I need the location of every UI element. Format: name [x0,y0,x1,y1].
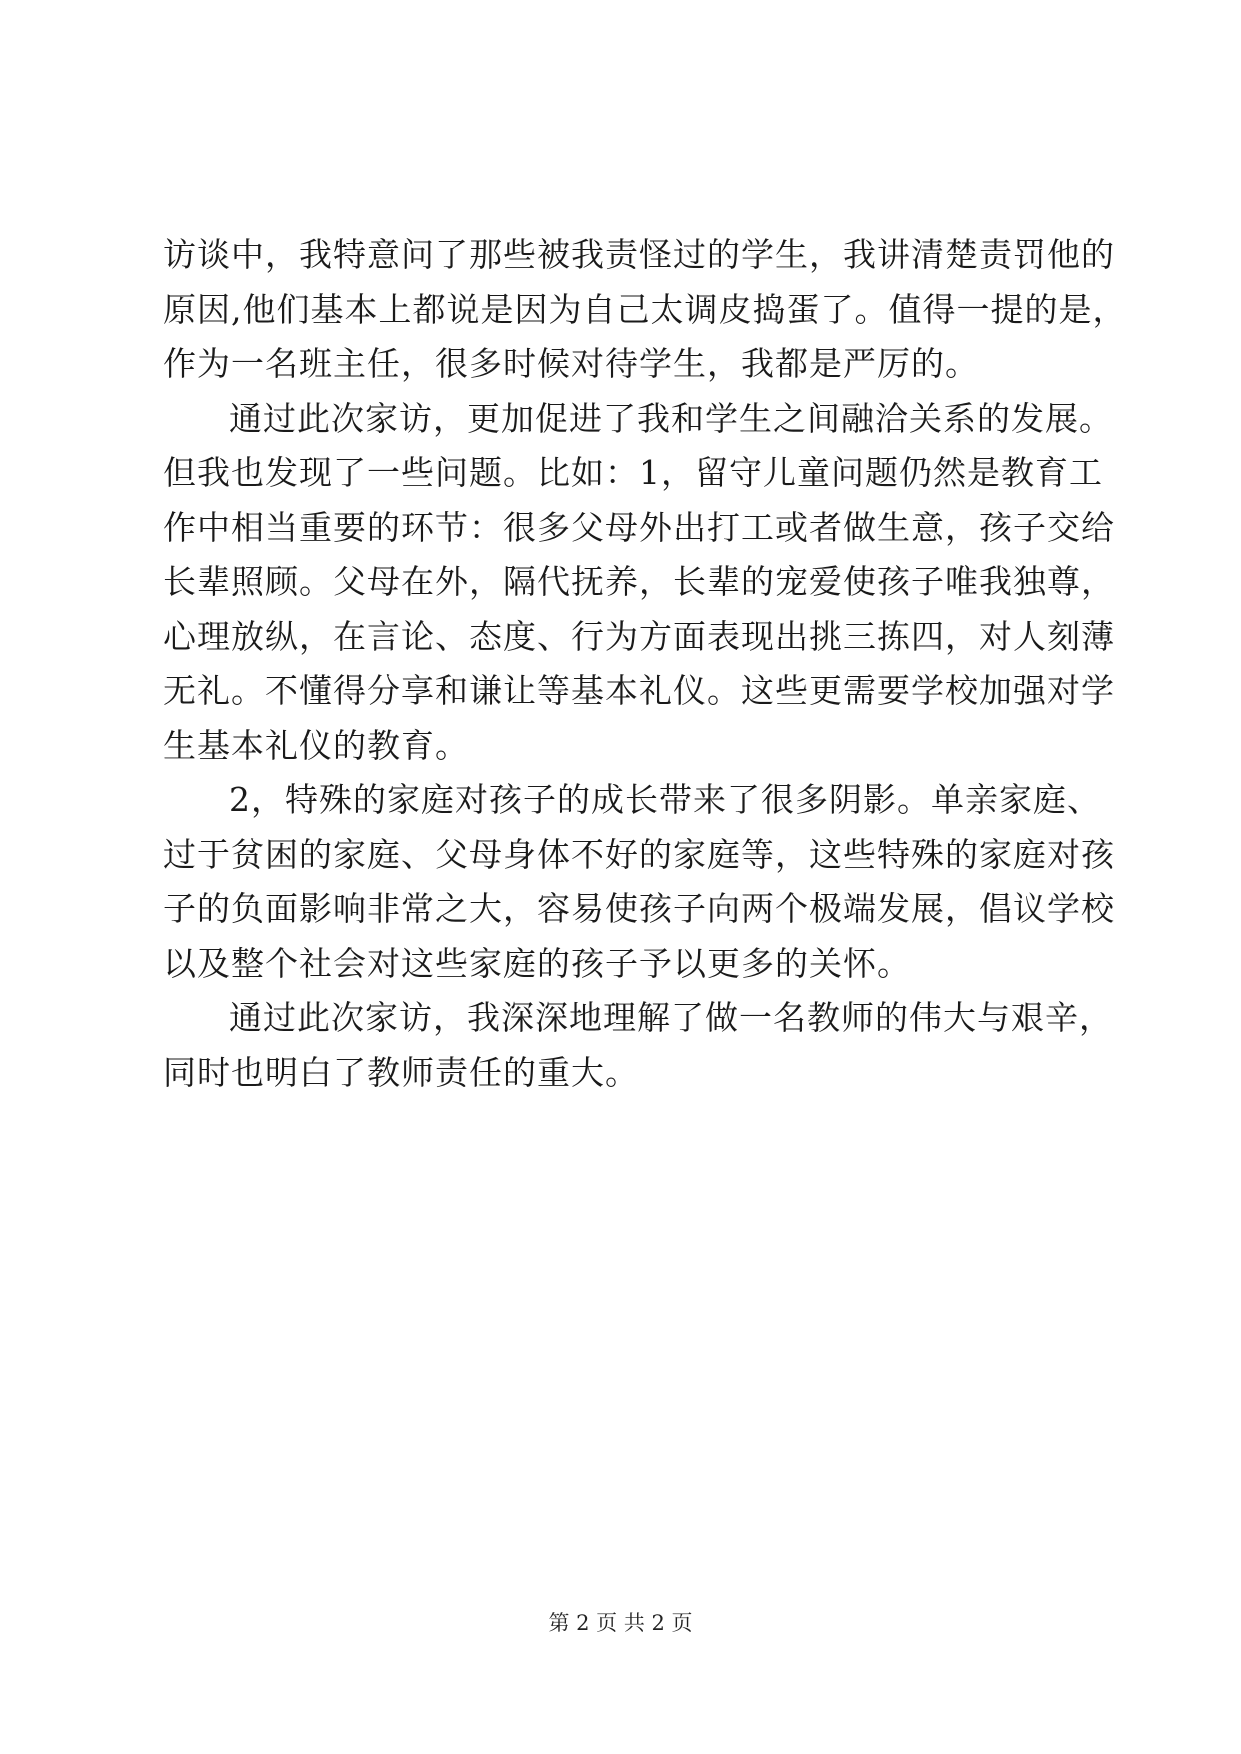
page-footer [0,1608,1241,1638]
paragraph-4-line: 同时也明白了教师责任的重大。 [163,1052,639,1092]
paragraph-3-line: 2，特殊的家庭对孩子的成长带来了很多阴影。单亲家庭、 [229,780,1101,819]
paragraph-3-line: 以及整个社会对这些家庭的孩子予以更多的关怀。 [163,943,911,983]
paragraph-1-line: 作为一名班主任，很多时候对待学生，我都是严厉的。 [163,344,979,383]
paragraph-2-line: 作中相当重要的环节：很多父母外出打工或者做生意，孩子交给 [163,507,1115,547]
paragraph-3-line: 过于贫困的家庭、父母身体不好的家庭等，这些特殊的家庭对孩 [163,834,1115,874]
paragraph-3-line: 子的负面影响非常之大，容易使孩子向两个极端发展，倡议学校 [163,889,1115,928]
paragraph-1-line: 访谈中，我特意问了那些被我责怪过的学生，我讲清楚责罚他的 [163,235,1115,274]
paragraph-4-line: 通过此次家访，我深深地理解了做一名教师的伟大与艰辛， [229,998,1113,1037]
paragraph-1-line: 原因,他们基本上都说是因为自己太调皮捣蛋了。值得一提的是， [163,289,1127,329]
paragraph-2-line: 长辈照顾。父母在外，隔代抚养，长辈的宠爱使孩子唯我独尊， [163,562,1115,601]
paragraph-2-line: 无礼。不懂得分享和谦让等基本礼仪。这些更需要学校加强对学 [163,671,1115,710]
page-number-label: 第 2 页 共 2 页 [548,1611,693,1635]
paragraph-2-line: 心理放纵，在言论、态度、行为方面表现出挑三拣四，对人刻薄 [163,616,1115,656]
paragraph-2-line: 通过此次家访，更加促进了我和学生之间融洽关系的发展。 [229,398,1113,438]
paragraph-2-line: 生基本礼仪的教育。 [163,725,469,765]
paragraph-2-line: 但我也发现了一些问题。比如：1，留守儿童问题仍然是教育工 [163,453,1103,492]
body-text [163,228,1127,1100]
